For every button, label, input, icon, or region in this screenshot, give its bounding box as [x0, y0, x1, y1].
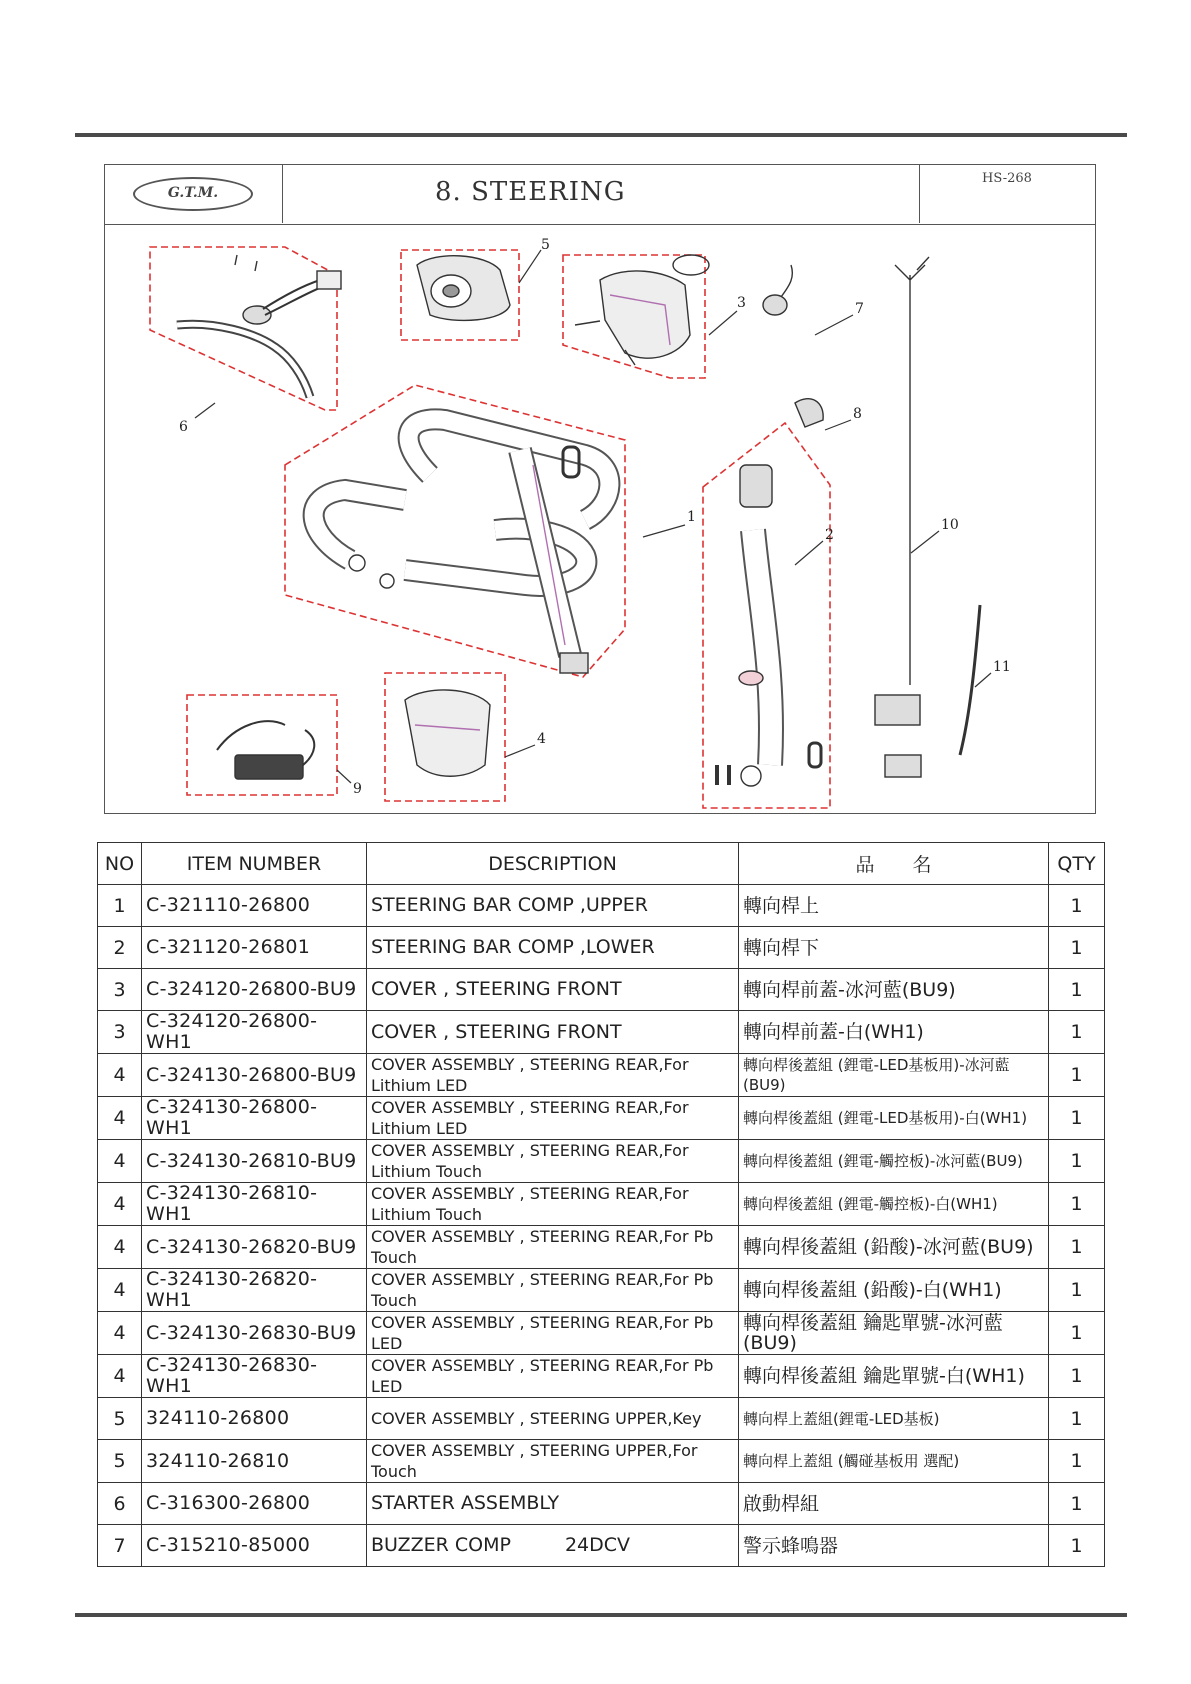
- row-description: STARTER ASSEMBLY: [367, 1483, 739, 1525]
- table-row: [98, 1355, 1105, 1398]
- row-description-text: BUZZER COMP: [371, 1534, 511, 1556]
- row-qty: 1: [1049, 1226, 1105, 1269]
- row-description: COVER ASSEMBLY , STEERING REAR,For Lithium LED: [367, 1097, 739, 1140]
- row-item-number: C-324130-26830-BU9: [142, 1312, 367, 1355]
- row-name-zh: 轉向桿後蓋組 (鋰電-LED基板用)-冰河藍(BU9): [739, 1054, 1049, 1097]
- row-description: COVER ASSEMBLY , STEERING REAR,For Pb Touch: [367, 1269, 739, 1312]
- callout-8: 8: [853, 406, 862, 422]
- row-item-number: C-315210-85000: [142, 1525, 367, 1567]
- row-item-number: C-321120-26801: [142, 927, 367, 969]
- row-item-number: C-324120-26800-WH1: [142, 1011, 367, 1054]
- row-name-zh: 轉向桿前蓋-冰河藍(BU9): [739, 969, 1049, 1011]
- row-qty: 1: [1049, 1312, 1105, 1355]
- table-row: [98, 1483, 1105, 1525]
- row-name-zh: 轉向桿後蓋組 鑰匙單號-冰河藍(BU9): [739, 1312, 1049, 1355]
- table-row: [98, 1226, 1105, 1269]
- table-row: [98, 1440, 1105, 1483]
- row-item-number: C-324130-26810-WH1: [142, 1183, 367, 1226]
- row-no: 4: [98, 1226, 142, 1269]
- row-description: COVER , STEERING FRONT: [367, 1011, 739, 1054]
- row-item-number: C-324130-26800-BU9: [142, 1054, 367, 1097]
- row-description: COVER , STEERING FRONT: [367, 969, 739, 1011]
- row-qty: 1: [1049, 1398, 1105, 1440]
- table-row: [98, 1525, 1105, 1567]
- row-name-zh: 轉向桿上蓋組(鋰電-LED基板): [739, 1398, 1049, 1440]
- parts-illustration: [105, 225, 1095, 813]
- front-cover: [600, 271, 690, 358]
- top-rule: [75, 133, 1127, 137]
- row-item-number: C-324130-26820-WH1: [142, 1269, 367, 1312]
- callout-9: 9: [353, 781, 362, 797]
- wire-harness: [895, 257, 929, 685]
- row-no: 4: [98, 1269, 142, 1312]
- callout-1: 1: [687, 509, 696, 525]
- callout-7: 7: [855, 301, 864, 317]
- callout-10: 10: [941, 517, 959, 533]
- row-qty: 1: [1049, 1140, 1105, 1183]
- exploded-diagram: [104, 164, 1096, 814]
- header-item-number: ITEM NUMBER: [142, 843, 367, 885]
- row-no: 4: [98, 1140, 142, 1183]
- row-description-voltage: 24DCV: [564, 1534, 631, 1556]
- table-header-row: [98, 843, 1105, 885]
- callout-2: 2: [825, 527, 834, 543]
- row-no: 4: [98, 1097, 142, 1140]
- row-qty: 1: [1049, 885, 1105, 927]
- row-description: STEERING BAR COMP ,LOWER: [367, 927, 739, 969]
- row-name-zh: 轉向桿後蓋組 鑰匙單號-白(WH1): [739, 1355, 1049, 1398]
- row-qty: 1: [1049, 969, 1105, 1011]
- parts-table: [97, 842, 1105, 1567]
- table-row: [98, 1269, 1105, 1312]
- row-item-number: C-324130-26820-BU9: [142, 1226, 367, 1269]
- row-item-number: 324110-26800: [142, 1398, 367, 1440]
- table-row: [98, 927, 1105, 969]
- row-qty: 1: [1049, 1097, 1105, 1140]
- table-row: [98, 1097, 1105, 1140]
- row-no: 3: [98, 969, 142, 1011]
- row-name-zh: 啟動桿組: [739, 1483, 1049, 1525]
- row-description: COVER ASSEMBLY , STEERING REAR,For Lithium Touch: [367, 1140, 739, 1183]
- table-row: [98, 1312, 1105, 1355]
- row-no: 3: [98, 1011, 142, 1054]
- row-name-zh: 轉向桿上蓋組 (觸碰基板用 選配): [739, 1440, 1049, 1483]
- table-row: [98, 1054, 1105, 1097]
- row-name-zh: 轉向桿下: [739, 927, 1049, 969]
- row-item-number: C-324130-26810-BU9: [142, 1140, 367, 1183]
- model-code: HS-268: [982, 171, 1032, 186]
- row-qty: 1: [1049, 1525, 1105, 1567]
- row-item-number: 324110-26810: [142, 1440, 367, 1483]
- row-item-number: C-324130-26830-WH1: [142, 1355, 367, 1398]
- row-no: 1: [98, 885, 142, 927]
- table-row: [98, 969, 1105, 1011]
- row-name-zh: 轉向桿上: [739, 885, 1049, 927]
- table-row: [98, 885, 1105, 927]
- row-description: COVER ASSEMBLY , STEERING UPPER,Key: [367, 1398, 739, 1440]
- callout-6: 6: [179, 419, 188, 435]
- callout-11: 11: [993, 659, 1011, 675]
- table-row: [98, 1011, 1105, 1054]
- row-name-zh: 轉向桿後蓋組 (鋰電-觸控板)-冰河藍(BU9): [739, 1140, 1049, 1183]
- row-description: COVER ASSEMBLY , STEERING REAR,For Pb LED: [367, 1312, 739, 1355]
- row-no: 7: [98, 1525, 142, 1567]
- header-name-zh: 品 名: [739, 843, 1049, 885]
- row-qty: 1: [1049, 1269, 1105, 1312]
- header-qty: QTY: [1049, 843, 1105, 885]
- row-no: 4: [98, 1054, 142, 1097]
- row-qty: 1: [1049, 1183, 1105, 1226]
- logo-cell: [105, 165, 283, 223]
- buzzer: [763, 295, 787, 315]
- row-no: 4: [98, 1312, 142, 1355]
- model-cell: [919, 165, 1095, 223]
- brand-logo: G.T.M.: [133, 177, 253, 211]
- row-item-number: C-324130-26800-WH1: [142, 1097, 367, 1140]
- row-item-number: C-321110-26800: [142, 885, 367, 927]
- row-name-zh: 轉向桿前蓋-白(WH1): [739, 1011, 1049, 1054]
- row-description: COVER ASSEMBLY , STEERING UPPER,For Touch: [367, 1440, 739, 1483]
- row-description: [367, 1525, 739, 1567]
- diagram-title-bar: [105, 165, 1095, 225]
- row-qty: 1: [1049, 927, 1105, 969]
- row-no: 6: [98, 1483, 142, 1525]
- row-name-zh: 警示蜂鳴器: [739, 1525, 1049, 1567]
- row-no: 5: [98, 1398, 142, 1440]
- row-description: COVER ASSEMBLY , STEERING REAR,For Pb LED: [367, 1355, 739, 1398]
- row-description: COVER ASSEMBLY , STEERING REAR,For Lithium Touch: [367, 1183, 739, 1226]
- cable-tie: [960, 605, 980, 755]
- header-no: NO: [98, 843, 142, 885]
- remote-unit: [235, 755, 303, 779]
- row-qty: 1: [1049, 1483, 1105, 1525]
- callout-3: 3: [737, 295, 746, 311]
- row-description: COVER ASSEMBLY , STEERING REAR,For Lithium LED: [367, 1054, 739, 1097]
- row-no: 5: [98, 1440, 142, 1483]
- row-name-zh: 轉向桿後蓋組 (鉛酸)-白(WH1): [739, 1269, 1049, 1312]
- row-name-zh: 轉向桿後蓋組 (鉛酸)-冰河藍(BU9): [739, 1226, 1049, 1269]
- row-no: 4: [98, 1183, 142, 1226]
- row-qty: 1: [1049, 1011, 1105, 1054]
- header-description: DESCRIPTION: [367, 843, 739, 885]
- row-description: COVER ASSEMBLY , STEERING REAR,For Pb Touch: [367, 1226, 739, 1269]
- callout-4: 4: [537, 731, 546, 747]
- table-row: [98, 1140, 1105, 1183]
- table-row: [98, 1183, 1105, 1226]
- row-qty: 1: [1049, 1054, 1105, 1097]
- row-qty: 1: [1049, 1355, 1105, 1398]
- callout-5: 5: [541, 237, 550, 253]
- row-description: STEERING BAR COMP ,UPPER: [367, 885, 739, 927]
- collar: [795, 399, 823, 427]
- row-name-zh: 轉向桿後蓋組 (鋰電-LED基板用)-白(WH1): [739, 1097, 1049, 1140]
- rear-cover: [405, 690, 490, 776]
- bottom-rule: [75, 1613, 1127, 1617]
- row-no: 4: [98, 1355, 142, 1398]
- table-row: [98, 1398, 1105, 1440]
- row-item-number: C-324120-26800-BU9: [142, 969, 367, 1011]
- row-name-zh: 轉向桿後蓋組 (鋰電-觸控板)-白(WH1): [739, 1183, 1049, 1226]
- row-no: 2: [98, 927, 142, 969]
- section-title: 8. STEERING: [435, 177, 626, 207]
- row-item-number: C-316300-26800: [142, 1483, 367, 1525]
- row-qty: 1: [1049, 1440, 1105, 1483]
